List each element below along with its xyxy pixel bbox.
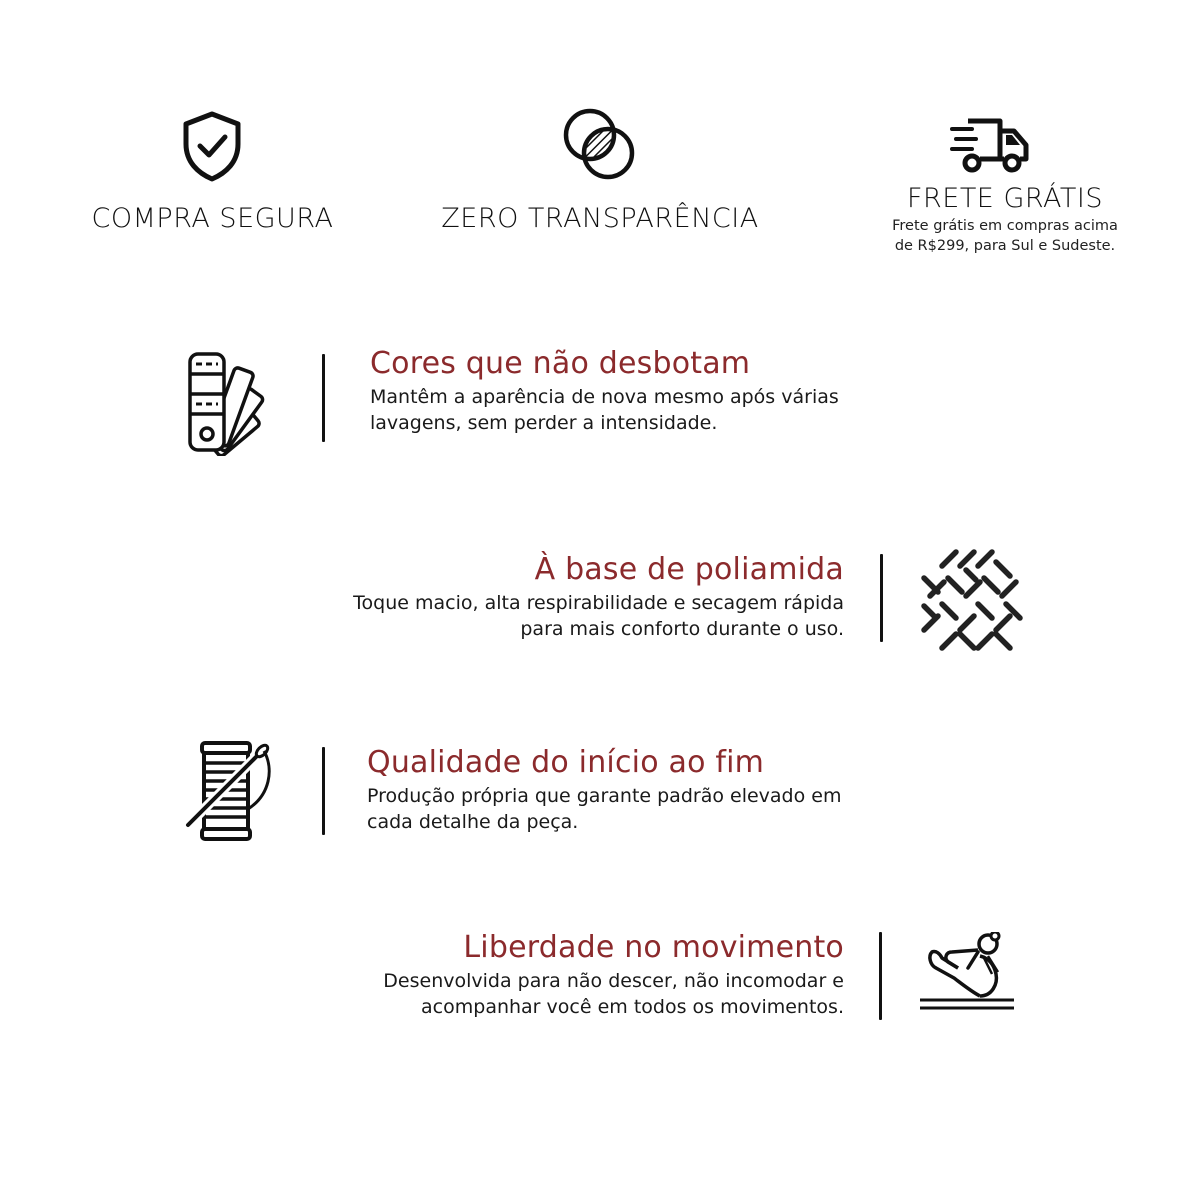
shield-check-icon <box>180 110 244 182</box>
feature-description <box>244 590 844 642</box>
feature-liberdade <box>0 928 1200 1038</box>
feature-text <box>244 552 844 642</box>
woven-fabric-icon <box>920 548 1024 652</box>
feature-qualidade <box>0 735 1200 855</box>
feature-description-line: lavagens, sem perder a intensidade. <box>370 412 718 434</box>
feature-description-line: Desenvolvida para não descer, não incomodar e <box>383 970 844 992</box>
feature-text <box>367 745 967 835</box>
badge-label: FRETE GRÁTIS <box>906 183 1104 214</box>
feature-description <box>370 384 950 436</box>
feature-cores <box>0 340 1200 470</box>
feature-title: Cores que não desbotam <box>370 346 751 381</box>
feature-divider <box>880 554 883 642</box>
feature-poliamida <box>0 548 1200 658</box>
overlapping-circles-icon <box>560 105 640 185</box>
feature-divider <box>879 932 882 1020</box>
feature-title: Liberdade no movimento <box>463 930 844 965</box>
badge-compra-segura <box>60 105 365 245</box>
feature-text <box>370 346 950 436</box>
feature-divider <box>322 747 325 835</box>
feature-text <box>244 930 844 1020</box>
thread-spool-needle-icon <box>184 739 274 843</box>
feature-description-line: para mais conforto durante o uso. <box>520 618 844 640</box>
badge-label: COMPRA SEGURA <box>91 203 334 234</box>
color-swatch-fan-icon <box>186 350 276 456</box>
badge-subtext-line: Frete grátis em compras acima <box>892 218 1118 234</box>
feature-title: À base de poliamida <box>534 552 844 587</box>
badge-frete-gratis <box>850 115 1160 265</box>
delivery-truck-icon <box>950 117 1030 175</box>
feature-divider <box>322 354 325 442</box>
badge-subtext <box>850 216 1160 256</box>
feature-description-line: Produção própria que garante padrão elevado em <box>367 785 842 807</box>
feature-description-line: Mantêm a aparência de nova mesmo após várias <box>370 386 839 408</box>
feature-description <box>367 783 967 835</box>
badge-subtext-line: de R$299, para Sul e Sudeste. <box>894 238 1116 254</box>
feature-description <box>244 968 844 1020</box>
feature-title: Qualidade do início ao fim <box>367 745 765 780</box>
badge-zero-transparencia <box>420 105 780 245</box>
feature-description-line: cada detalhe da peça. <box>367 811 579 833</box>
feature-description-line: Toque macio, alta respirabilidade e secagem rápida <box>353 592 844 614</box>
yoga-pose-icon <box>918 932 1016 1012</box>
feature-description-line: acompanhar você em todos os movimentos. <box>421 996 844 1018</box>
badge-label: ZERO TRANSPARÊNCIA <box>441 203 759 234</box>
